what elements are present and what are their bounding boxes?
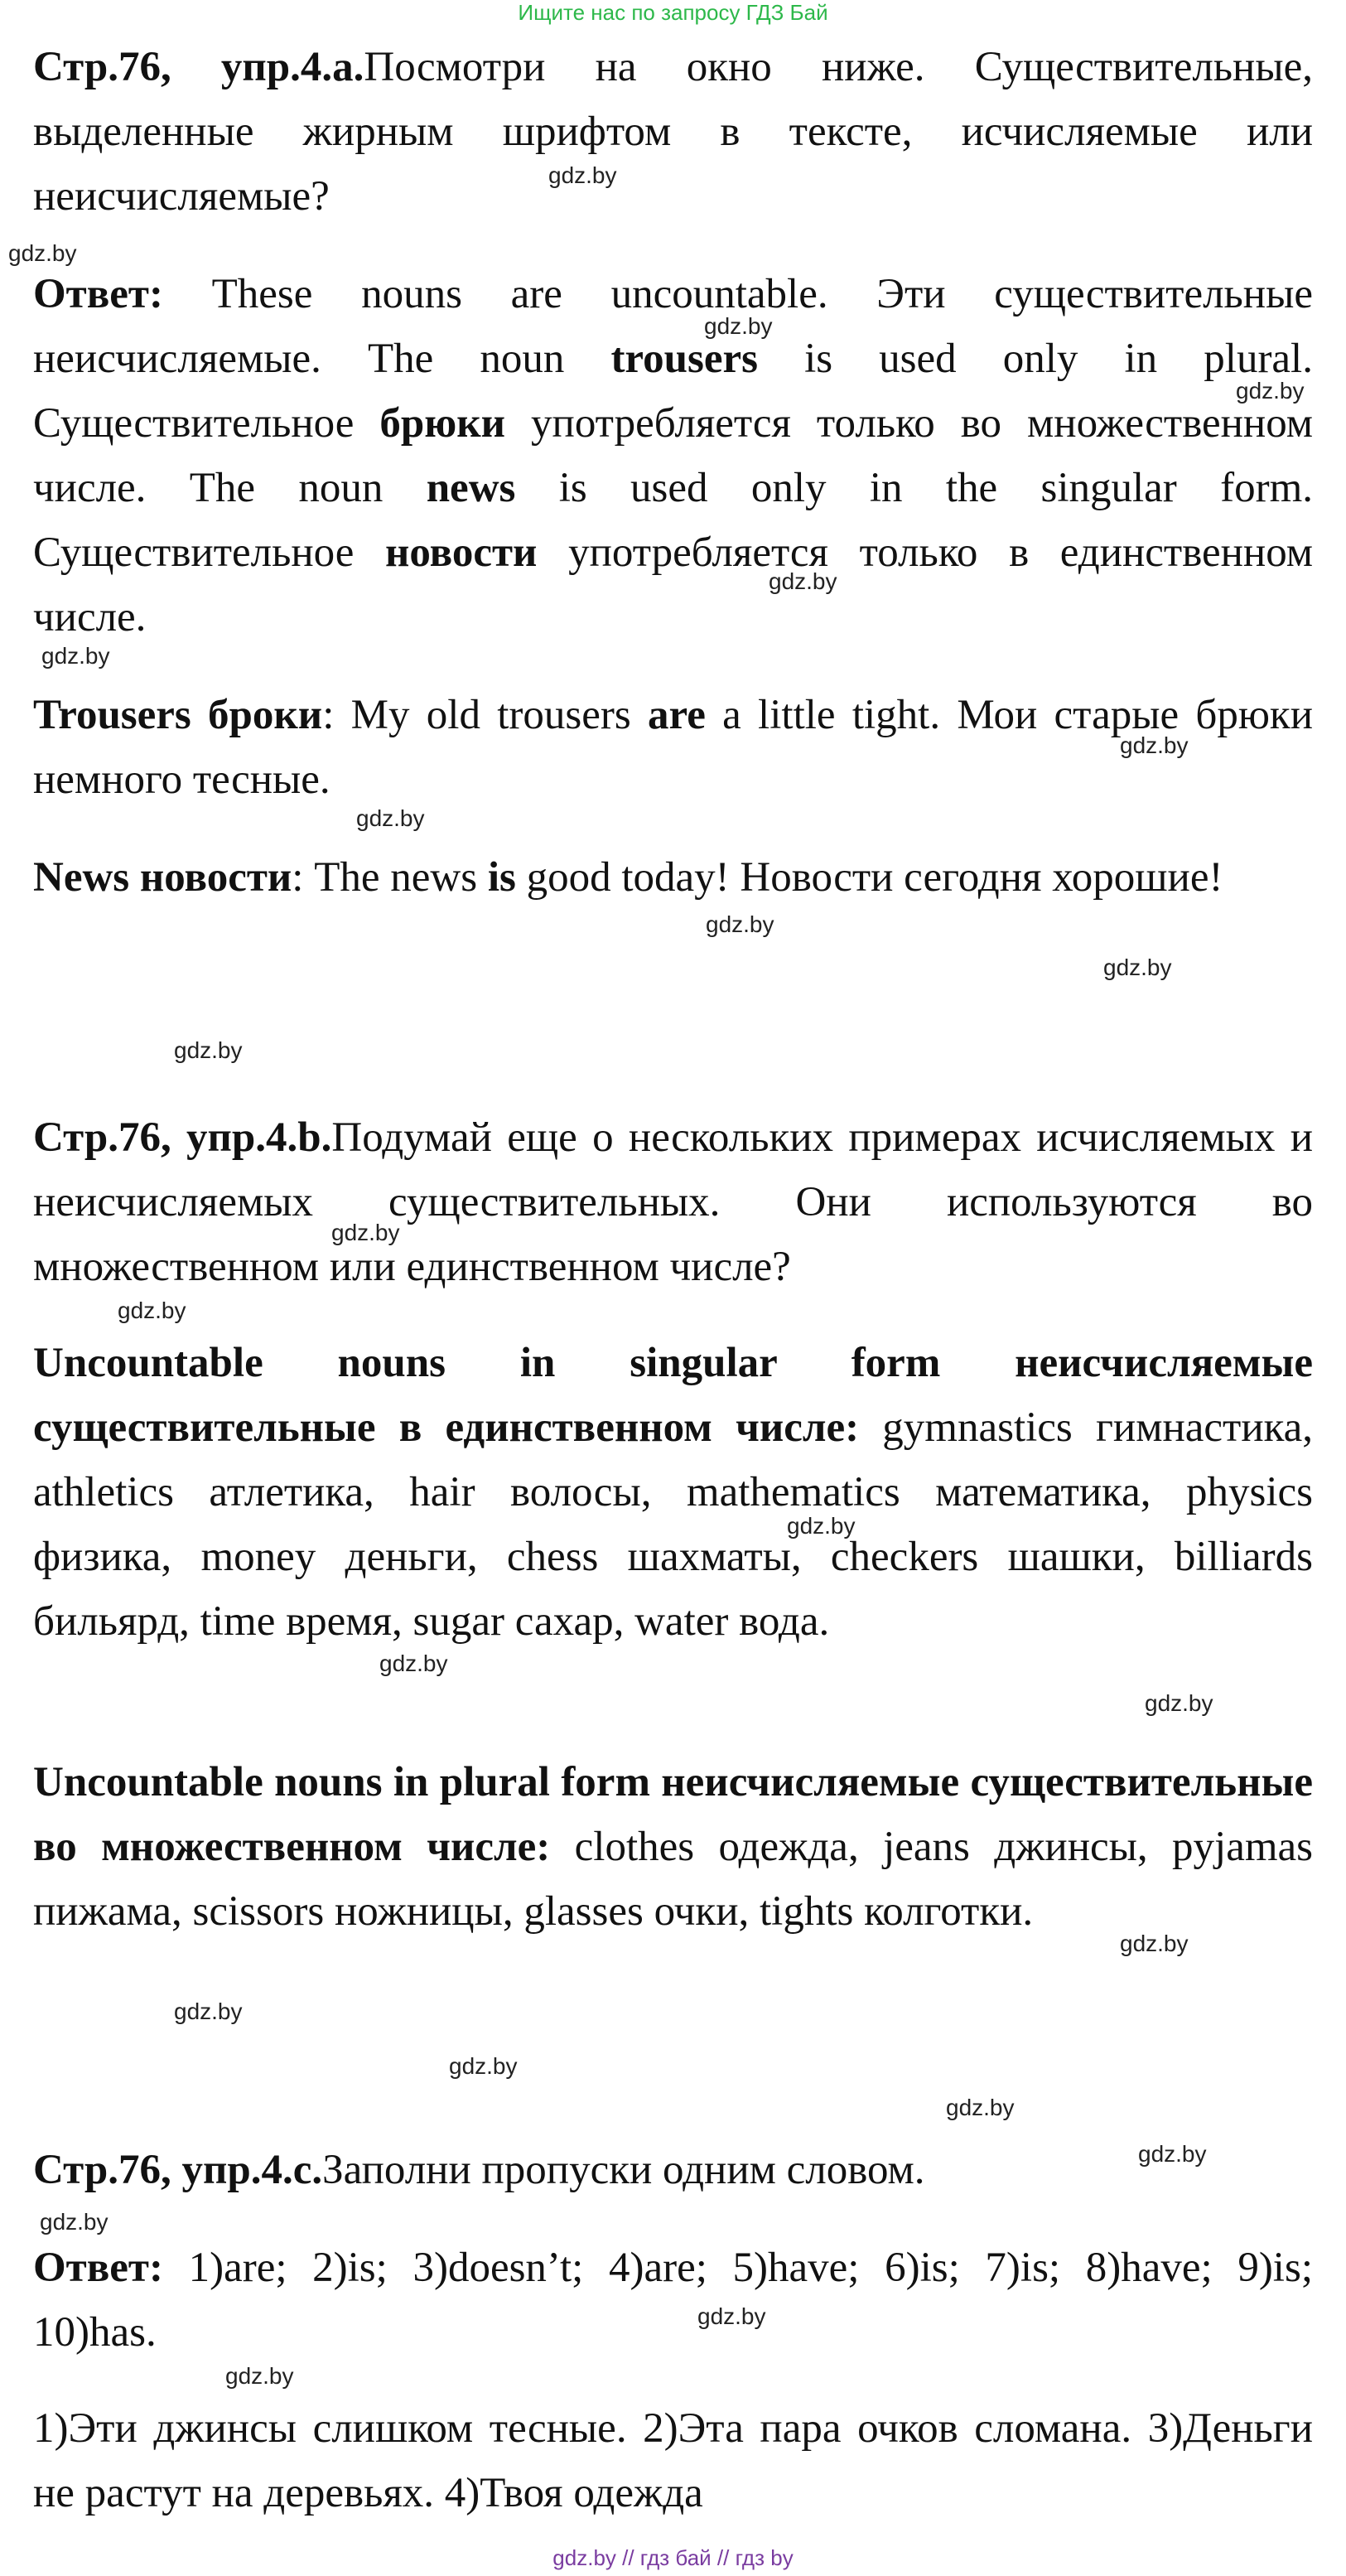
watermark: gdz.by (225, 2363, 294, 2389)
ex4a-question (33, 35, 1313, 229)
watermark: gdz.by (1103, 955, 1172, 980)
ex4b-plural: Uncountable nouns in plural form неисчисляемые существительные во множественном числе: clothes одежда, jeans джинсы, pyjamas пижама, scissors ножницы, glasses очки, tights колготки. (33, 1759, 1313, 1935)
ex4a-answer-label: Ответ: (33, 271, 163, 317)
watermark: gdz.by (174, 1998, 243, 2024)
watermark: gdz.by (697, 2303, 766, 2329)
watermark: gdz.by (118, 1298, 186, 1323)
watermark: gdz.by (548, 162, 617, 188)
watermark: gdz.by (1120, 1931, 1189, 1956)
watermark: gdz.by (356, 805, 425, 831)
watermark: gdz.by (946, 2095, 1015, 2120)
ex4a-heading: Стр.76, упр.4.a. (33, 44, 364, 90)
top-banner[interactable]: Ищите нас по запросу ГДЗ Бай (518, 0, 828, 25)
watermark: gdz.by (174, 1037, 243, 1063)
watermark: gdz.by (1145, 1690, 1213, 1716)
ex4a-trousers-example: Trousers броки: My old trousers are a little tight. Мои старые брюки немного тесные. (33, 692, 1314, 803)
watermark: gdz.by (41, 643, 110, 669)
ex4c-answer: Ответ: 1)are; 2)is; 3)doesn’t; 4)are; 5)have; 6)is; 7)is; 8)have; 9)is; 10)has. (33, 2245, 1313, 2356)
watermark: gdz.by (379, 1650, 448, 1676)
watermark: gdz.by (1138, 2141, 1207, 2167)
ex4b-heading: Стр.76, упр.4.b. (33, 1114, 332, 1161)
watermark: gdz.by (769, 568, 837, 594)
watermark: gdz.by (449, 2053, 518, 2079)
watermark: gdz.by (1120, 732, 1189, 758)
ex4c-translation: 1)Эти джинсы слишком тесные. 2)Эта пара очков сломана. 3)Деньги не растут на деревьях. 4)Твоя одежда (33, 2405, 1313, 2516)
ex4b-singular: Uncountable nouns in singular form неисчисляемые существительные в единственном числе: gymnastics гимнастика, athletics атлетика, hair волосы, mathematics математика, physics физика, money деньги, chess шахматы, checkers шашки, billiards бильярд, time время, sugar сахар, water вода. (33, 1340, 1314, 1645)
ex4c-task: Стр.76, упр.4.c.Заполни пропуски одним словом. (33, 2147, 925, 2193)
watermark: gdz.by (706, 911, 774, 937)
ex4c-heading: Стр.76, упр.4.c. (33, 2147, 323, 2193)
watermark: gdz.by (331, 1220, 400, 1245)
footer-links[interactable]: gdz.by // гдз бай // гдз by (552, 2545, 794, 2570)
watermark: gdz.by (787, 1513, 856, 1539)
watermark: gdz.by (8, 240, 77, 266)
watermark: gdz.by (40, 2209, 109, 2235)
ex4b-question: Стр.76, упр.4.b.Подумай еще о нескольких примерах исчисляемых и неисчисляемых существительных. Они используются во множественном или единственном числе? (33, 1114, 1313, 1290)
ex4a-answer: Ответ: These nouns are uncountable. Эти существительные неисчисляемые. The noun trousers is used only in plural. Существительное брюки употребляется только во множественном числе. The noun news is used only in the singular form. Существительное новости употребляется только в единственном числе. (33, 271, 1314, 640)
ex4a-question-text: Посмотри на окно ниже. Существительные, выделенные жирным шрифтом в тексте, исчисляемые или неисчисляемые? (33, 44, 1313, 220)
watermark: gdz.by (1236, 378, 1305, 404)
watermark: gdz.by (704, 313, 773, 339)
ex4a-news-example: News новости: The news is good today! Новости сегодня хорошие! (33, 854, 1223, 901)
